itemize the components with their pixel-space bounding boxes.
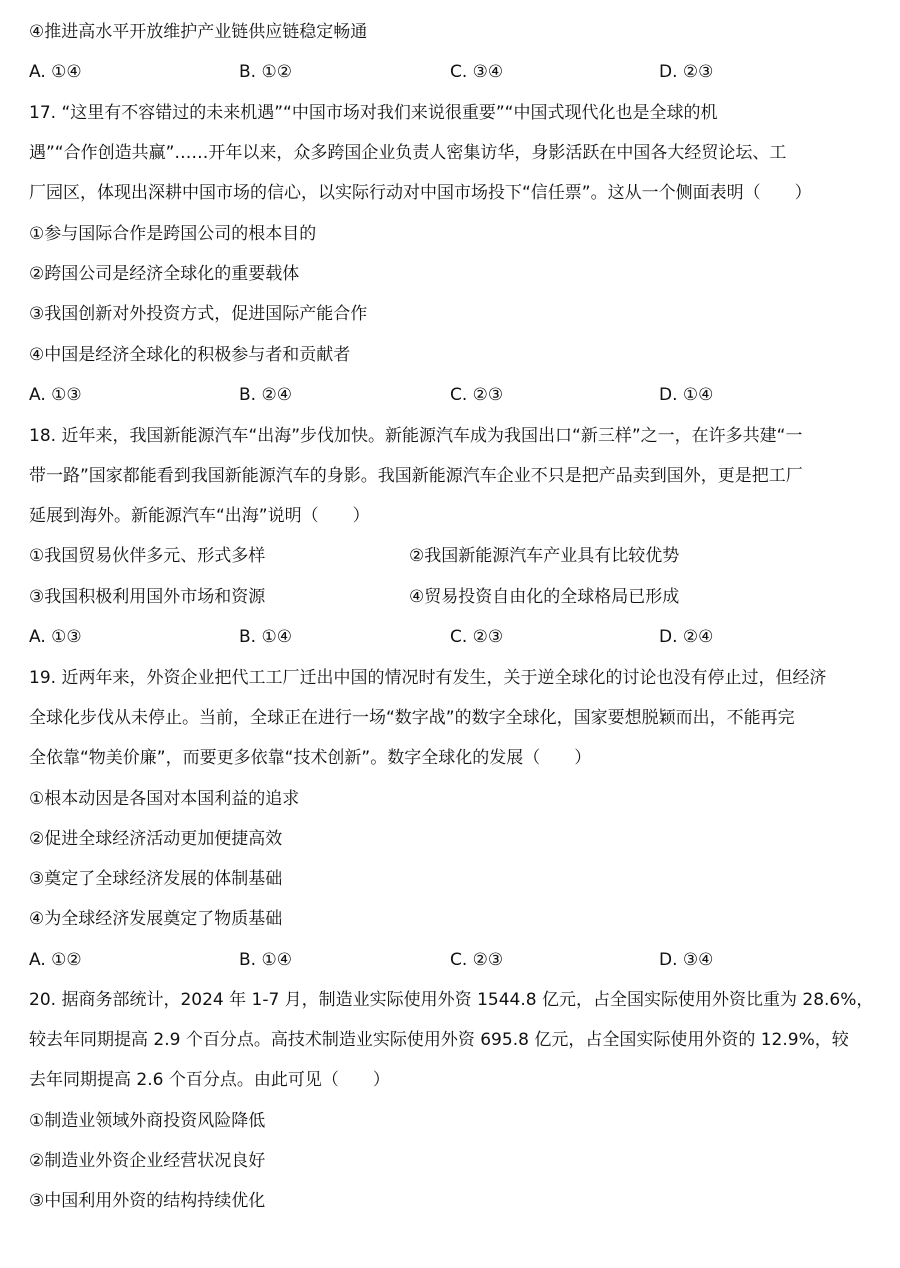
- q17-option-d: D. ①④: [659, 385, 714, 405]
- q19-item-2: ②促进全球经济活动更加便捷高效: [29, 829, 283, 849]
- q19-item-4: ④为全球经济发展奠定了物质基础: [29, 909, 283, 929]
- q17-stem-line-3: 厂园区，体现出深耕中国市场的信心，以实际行动对中国市场投下“信任票”。这从一个侧面表明（ ）: [29, 183, 812, 203]
- q18-item-1: ①我国贸易伙伴多元、形式多样: [29, 546, 266, 566]
- q19-item-1: ①根本动因是各国对本国利益的追求: [29, 789, 300, 809]
- q18-options: [29, 625, 889, 649]
- q18-item-4: ④贸易投资自由化的全球格局已形成: [409, 587, 680, 607]
- q20-stem-line-3: 去年同期提高 2.6 个百分点。由此可见（ ）: [29, 1070, 390, 1090]
- q18-item-2: ②我国新能源汽车产业具有比较优势: [409, 546, 680, 566]
- q17-item-3: ③我国创新对外投资方式，促进国际产能合作: [29, 304, 368, 324]
- q19-option-a: A. ①②: [29, 950, 82, 970]
- q17-option-c: C. ②③: [450, 385, 504, 405]
- q16-option-b: B. ①②: [239, 62, 292, 82]
- q18-items-row-1: [29, 544, 889, 568]
- q19-option-c: C. ②③: [450, 950, 504, 970]
- q19-stem-line-3: 全依靠“物美价廉”，而要更多依靠“技术创新”。数字全球化的发展（ ）: [29, 748, 592, 768]
- q20-item-2: ②制造业外资企业经营状况良好: [29, 1151, 266, 1171]
- q17-item-2: ②跨国公司是经济全球化的重要载体: [29, 264, 300, 284]
- q18-option-a: A. ①③: [29, 627, 82, 647]
- q19-option-b: B. ①④: [239, 950, 292, 970]
- q17-stem-line-1: 17. “这里有不容错过的未来机遇”“中国市场对我们来说很重要”“中国式现代化也是全球的机: [29, 103, 718, 123]
- q20-item-3: ③中国利用外资的结构持续优化: [29, 1191, 266, 1211]
- q18-item-3: ③我国积极利用国外市场和资源: [29, 587, 266, 607]
- q19-stem-line-1: 19. 近两年来，外资企业把代工工厂迁出中国的情况时有发生，关于逆全球化的讨论也没有停止过，但经济: [29, 668, 827, 688]
- q17-options: [29, 383, 889, 407]
- q19-options: [29, 948, 889, 972]
- q18-stem-line-2: 带一路”国家都能看到我国新能源汽车的身影。我国新能源汽车企业不只是把产品卖到国外，更是把工厂: [29, 466, 803, 486]
- q17-item-4: ④中国是经济全球化的积极参与者和贡献者: [29, 345, 351, 365]
- q17-option-b: B. ②④: [239, 385, 292, 405]
- q18-option-b: B. ①④: [239, 627, 292, 647]
- q16-item-4: ④推进高水平开放维护产业链供应链稳定畅通: [29, 22, 368, 42]
- q17-stem-line-2: 遇”“合作创造共赢”……开年以来，众多跨国企业负责人密集访华，身影活跃在中国各大经贸论坛、工: [29, 143, 787, 163]
- q20-item-1: ①制造业领域外商投资风险降低: [29, 1111, 266, 1131]
- q18-option-d: D. ②④: [659, 627, 714, 647]
- q18-items-row-2: [29, 585, 889, 609]
- q19-item-3: ③奠定了全球经济发展的体制基础: [29, 869, 283, 889]
- q20-stem-line-2: 较去年同期提高 2.9 个百分点。高技术制造业实际使用外资 695.8 亿元，占全国实际使用外资的 12.9%，较: [29, 1030, 849, 1050]
- q16-option-a: A. ①④: [29, 62, 82, 82]
- q16-option-d: D. ②③: [659, 62, 714, 82]
- q18-option-c: C. ②③: [450, 627, 504, 647]
- q16-option-c: C. ③④: [450, 62, 504, 82]
- q16-options: [29, 60, 889, 84]
- q20-stem-line-1: 20. 据商务部统计，2024 年 1-7 月，制造业实际使用外资 1544.8 亿元，占全国实际使用外资比重为 28.6%，: [29, 990, 874, 1010]
- q18-stem-line-1: 18. 近年来，我国新能源汽车“出海”步伐加快。新能源汽车成为我国出口“新三样”之一，在许多共建“一: [29, 426, 803, 446]
- q17-option-a: A. ①③: [29, 385, 82, 405]
- q17-item-1: ①参与国际合作是跨国公司的根本目的: [29, 224, 317, 244]
- q19-option-d: D. ③④: [659, 950, 714, 970]
- q19-stem-line-2: 全球化步伐从未停止。当前，全球正在进行一场“数字战”的数字全球化，国家要想脱颖而出，不能再完: [29, 708, 795, 728]
- q18-stem-line-3: 延展到海外。新能源汽车“出海”说明（ ）: [29, 506, 370, 526]
